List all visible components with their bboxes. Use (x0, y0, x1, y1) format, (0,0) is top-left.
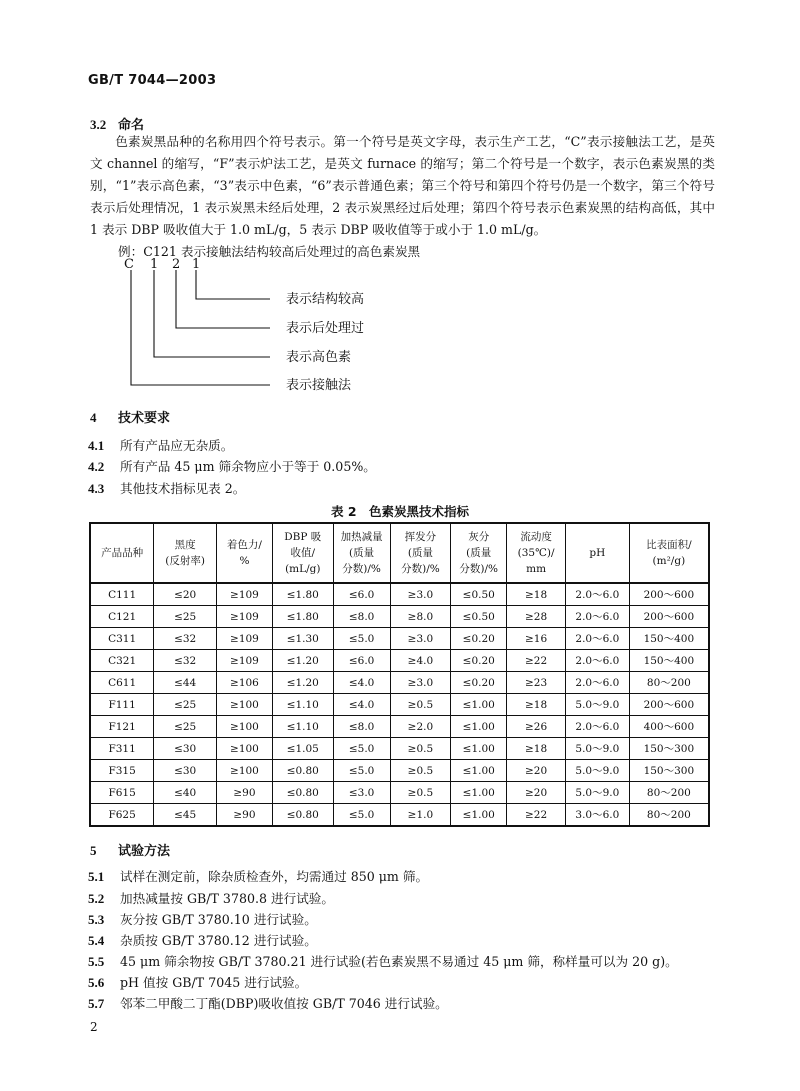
section-5-heading (90, 840, 170, 859)
table-cell: 2.0～6.0 (566, 583, 630, 606)
column-header-line: (质量 (466, 547, 492, 559)
diagram-label-treatment: 表示后处理过 (286, 321, 365, 336)
table-cell: ≤20 (154, 583, 217, 606)
diagram-label-category: 表示高色素 (286, 350, 352, 365)
diagram-label-process: 表示接触法 (286, 378, 352, 393)
column-header-line: (反射率) (165, 555, 205, 567)
table-cell: 200～600 (629, 606, 709, 628)
diagram-label-structure: 表示结构较高 (286, 292, 365, 307)
column-header-line: (质量 (407, 547, 433, 559)
product-cell: F615 (90, 782, 154, 804)
product-cell: C611 (90, 672, 154, 694)
list-item (88, 973, 307, 993)
table-cell: 80～200 (629, 782, 709, 804)
table-cell: ≤4.0 (333, 672, 390, 694)
table-cell: ≤1.20 (272, 650, 333, 672)
table-cell: ≤1.00 (451, 694, 507, 716)
table-row (90, 606, 709, 628)
table-cell: 3.0～6.0 (566, 804, 630, 827)
table-title: 表 2 色素炭黑技术指标 (330, 504, 470, 519)
table-cell: ≤5.0 (333, 738, 390, 760)
table-cell: ≥18 (507, 694, 566, 716)
table-cell: ≥0.5 (390, 782, 451, 804)
column-header-line: (35℃)/ (517, 547, 555, 559)
list-item (88, 910, 317, 930)
table-cell: ≥100 (217, 716, 273, 738)
table-cell: ≥0.5 (390, 760, 451, 782)
product-cell: C111 (90, 583, 154, 606)
column-header-line: 流动度 (520, 531, 552, 543)
section-number: 4 (90, 410, 97, 425)
table-cell: ≤1.00 (451, 738, 507, 760)
column-header-line: 分数)/% (401, 563, 440, 575)
table-cell: ≥109 (217, 583, 273, 606)
table-cell: 150～400 (629, 628, 709, 650)
symbol-2: 1 (150, 258, 159, 272)
table-cell: 400～600 (629, 716, 709, 738)
table-cell: ≤0.80 (272, 782, 333, 804)
connector-line-2 (154, 270, 270, 357)
table-cell: ≤1.05 (272, 738, 333, 760)
column-header-line: (质量 (349, 547, 375, 559)
table-cell: ≥3.0 (390, 672, 451, 694)
table-cell: ≥18 (507, 583, 566, 606)
column-header (154, 523, 217, 583)
table-cell: 2.0～6.0 (566, 606, 630, 628)
table-cell: ≤1.10 (272, 694, 333, 716)
table-row (90, 583, 709, 606)
section-title: 技术要求 (118, 411, 171, 426)
section-number: 3.2 (90, 117, 107, 132)
table-cell: ≤32 (154, 650, 217, 672)
column-header-line: 分数)/% (342, 563, 381, 575)
table-cell: ≤1.80 (272, 606, 333, 628)
table-cell: ≤8.0 (333, 606, 390, 628)
table-cell: ≤0.20 (451, 650, 507, 672)
column-header-line: 着色力/ (226, 539, 262, 551)
item-number: 5.3 (88, 912, 105, 927)
paragraph-text: 色素炭黑品种的名称用四个符号表示。第一个符号是英文字母，表示生产工艺，“C”表示接触法工艺，是英文 channel 的缩写，“F”表示炉法工艺，是英文 furnace 的缩写；第二个符号是一个数字，表示色素炭黑的类别，“1”表示高色素，“3”表示中色素，“6”表示普通色素；第三个符号和第四个符号仍是一个数字，第三个符号表示后处理情况，1 表示炭黑未经后处理，2 表示炭黑经过后处理；第四个符号表示色素炭黑的结构高低，其中 1 表示 DBP 吸收值大于 1.0 mL/g，5 表示 DBP 吸收值等于或小于 1.0 mL/g。 (90, 134, 715, 237)
naming-diagram (110, 258, 410, 398)
item-number: 5.2 (88, 891, 105, 906)
table-cell: ≤1.00 (451, 760, 507, 782)
table-cell: ≥100 (217, 738, 273, 760)
table-cell: ≤5.0 (333, 628, 390, 650)
table-cell: ≥90 (217, 804, 273, 827)
table-cell: 150～400 (629, 650, 709, 672)
table-cell: ≤32 (154, 628, 217, 650)
table-cell: ≤0.20 (451, 672, 507, 694)
table-cell: ≤40 (154, 782, 217, 804)
item-text: 所有产品应无杂质。 (120, 438, 234, 453)
table-cell: ≥23 (507, 672, 566, 694)
naming-paragraph (90, 131, 715, 241)
table-cell: ≥2.0 (390, 716, 451, 738)
item-text: pH 值按 GB/T 7045 进行试验。 (120, 975, 308, 990)
table-row (90, 650, 709, 672)
table-cell: ≥1.0 (390, 804, 451, 827)
table-cell: ≤1.00 (451, 804, 507, 827)
table-cell: ≤1.20 (272, 672, 333, 694)
table-cell: ≥26 (507, 716, 566, 738)
table-cell: 5.0～9.0 (566, 694, 630, 716)
list-item (88, 436, 233, 456)
list-item (88, 457, 376, 477)
table-cell: ≥109 (217, 628, 273, 650)
column-header-line: 灰分 (468, 531, 490, 543)
item-text: 灰分按 GB/T 3780.10 进行试验。 (120, 912, 317, 927)
column-header-line: (mL/g) (285, 563, 321, 575)
table-cell: ≥0.5 (390, 694, 451, 716)
list-item (88, 994, 448, 1014)
column-header-line: % (239, 555, 250, 567)
table-cell: 5.0～9.0 (566, 760, 630, 782)
table-cell: ≤25 (154, 716, 217, 738)
item-number: 5.7 (88, 996, 105, 1011)
column-header (272, 523, 333, 583)
item-number: 5.1 (88, 869, 105, 884)
connector-line-4 (196, 270, 270, 299)
column-header (566, 523, 630, 583)
item-text: 试样在测定前，除杂质检查外，均需通过 850 μm 筛。 (120, 869, 429, 884)
table-header-row (90, 523, 709, 583)
section-number: 5 (90, 843, 97, 858)
table-cell: 80～200 (629, 672, 709, 694)
table-cell: ≤44 (154, 672, 217, 694)
item-text: 加热减量按 GB/T 3780.8 进行试验。 (120, 891, 334, 906)
table-cell: ≤8.0 (333, 716, 390, 738)
table-cell: ≥20 (507, 760, 566, 782)
table-cell: 2.0～6.0 (566, 716, 630, 738)
table-cell: 80～200 (629, 804, 709, 827)
product-cell: C121 (90, 606, 154, 628)
column-header-line: pH (589, 547, 606, 559)
table-cell: ≤3.0 (333, 782, 390, 804)
column-header-line: 比表面积/ (646, 539, 692, 551)
item-text: 其他技术指标见表 2。 (120, 481, 246, 496)
page-number: 2 (90, 1020, 98, 1034)
column-header (629, 523, 709, 583)
table-cell: ≥28 (507, 606, 566, 628)
symbol-4: 1 (192, 258, 201, 272)
table-cell: ≥0.5 (390, 738, 451, 760)
table-cell: ≤6.0 (333, 583, 390, 606)
column-header-line: 挥发分 (404, 531, 437, 543)
table-cell: ≤45 (154, 804, 217, 827)
table-cell: ≤25 (154, 606, 217, 628)
column-header-line: 产品品种 (101, 547, 144, 559)
column-header-line: 收值/ (290, 547, 316, 559)
table-cell: ≤4.0 (333, 694, 390, 716)
table-cell: ≥3.0 (390, 583, 451, 606)
item-number: 5.6 (88, 975, 105, 990)
item-number: 4.1 (88, 438, 105, 453)
table-cell: ≤0.50 (451, 606, 507, 628)
list-item (88, 931, 317, 951)
item-number: 4.2 (88, 459, 105, 474)
item-number: 4.3 (88, 481, 105, 496)
item-text: 所有产品 45 μm 筛余物应小于等于 0.05%。 (120, 459, 376, 474)
column-header-line: 黑度 (174, 539, 196, 551)
table-cell: 5.0～9.0 (566, 782, 630, 804)
spec-table (89, 522, 710, 827)
table-cell: ≤30 (154, 738, 217, 760)
column-header (333, 523, 390, 583)
product-cell: F121 (90, 716, 154, 738)
column-header-line: (m²/g) (652, 555, 686, 567)
table-row (90, 628, 709, 650)
list-item (88, 889, 334, 909)
item-number: 5.5 (88, 954, 105, 969)
table-row (90, 804, 709, 827)
table-cell: ≤0.80 (272, 804, 333, 827)
section-title: 试验方法 (118, 844, 171, 859)
product-cell: F625 (90, 804, 154, 827)
table-cell: ≥8.0 (390, 606, 451, 628)
item-text: 邻苯二甲酸二丁酯(DBP)吸收值按 GB/T 7046 进行试验。 (120, 996, 448, 1011)
column-header-line: 分数)/% (459, 563, 499, 575)
table-cell: 200～600 (629, 583, 709, 606)
table-cell: ≥16 (507, 628, 566, 650)
symbol-3: 2 (172, 258, 181, 272)
table-cell: ≥109 (217, 650, 273, 672)
product-cell: F315 (90, 760, 154, 782)
table-cell: 5.0～9.0 (566, 738, 630, 760)
table-cell: 150～300 (629, 760, 709, 782)
table-cell: ≤1.80 (272, 583, 333, 606)
table-cell: ≤5.0 (333, 804, 390, 827)
table-cell: ≥100 (217, 694, 273, 716)
table-cell: ≥22 (507, 804, 566, 827)
table-body (90, 583, 709, 826)
table-row (90, 672, 709, 694)
standard-code: GB/T 7044—2003 (88, 73, 217, 88)
naming-example: 例：C121 表示接触法结构较高后处理过的高色素炭黑 (118, 244, 421, 259)
item-text: 杂质按 GB/T 3780.12 进行试验。 (120, 933, 317, 948)
table-cell: 2.0～6.0 (566, 672, 630, 694)
table-row (90, 782, 709, 804)
table-row (90, 738, 709, 760)
section-title: 命名 (118, 118, 145, 133)
table-cell: 2.0～6.0 (566, 650, 630, 672)
product-cell: F111 (90, 694, 154, 716)
column-header-line: DBP 吸 (284, 531, 322, 543)
table-cell: ≥22 (507, 650, 566, 672)
column-header (217, 523, 273, 583)
section-4-heading (90, 407, 170, 426)
list-item (88, 479, 245, 499)
symbol-1: C (124, 258, 134, 272)
table-cell: ≤1.00 (451, 782, 507, 804)
table-cell: ≥4.0 (390, 650, 451, 672)
table-cell: ≥106 (217, 672, 273, 694)
table-cell: 2.0～6.0 (566, 628, 630, 650)
list-item (88, 867, 428, 887)
table-cell: ≤1.00 (451, 716, 507, 738)
list-item (88, 952, 678, 972)
table-row (90, 716, 709, 738)
table-cell: ≥100 (217, 760, 273, 782)
table-cell: ≥18 (507, 738, 566, 760)
table-cell: ≥3.0 (390, 628, 451, 650)
column-header (451, 523, 507, 583)
column-header (390, 523, 451, 583)
table-cell: ≤25 (154, 694, 217, 716)
product-cell: F311 (90, 738, 154, 760)
table-cell: ≤0.80 (272, 760, 333, 782)
table-cell: ≥109 (217, 606, 273, 628)
table-cell: ≥20 (507, 782, 566, 804)
table-row (90, 694, 709, 716)
item-number: 5.4 (88, 933, 105, 948)
table-cell: ≤5.0 (333, 760, 390, 782)
table-cell: ≤0.50 (451, 583, 507, 606)
column-header-line: mm (526, 563, 547, 575)
table-cell: ≥90 (217, 782, 273, 804)
table-cell: ≤0.20 (451, 628, 507, 650)
table-row (90, 760, 709, 782)
table-cell: ≤1.10 (272, 716, 333, 738)
table-cell: 200～600 (629, 694, 709, 716)
column-header (90, 523, 154, 583)
product-cell: C311 (90, 628, 154, 650)
table-cell: 150～300 (629, 738, 709, 760)
item-text: 45 μm 筛余物按 GB/T 3780.21 进行试验(若色素炭黑不易通过 45 μm 筛，称样量可以为 20 g)。 (120, 954, 678, 969)
column-header-line: 加热减量 (340, 531, 383, 543)
column-header (507, 523, 566, 583)
table-cell: ≤1.30 (272, 628, 333, 650)
table-cell: ≤30 (154, 760, 217, 782)
table-cell: ≤6.0 (333, 650, 390, 672)
product-cell: C321 (90, 650, 154, 672)
